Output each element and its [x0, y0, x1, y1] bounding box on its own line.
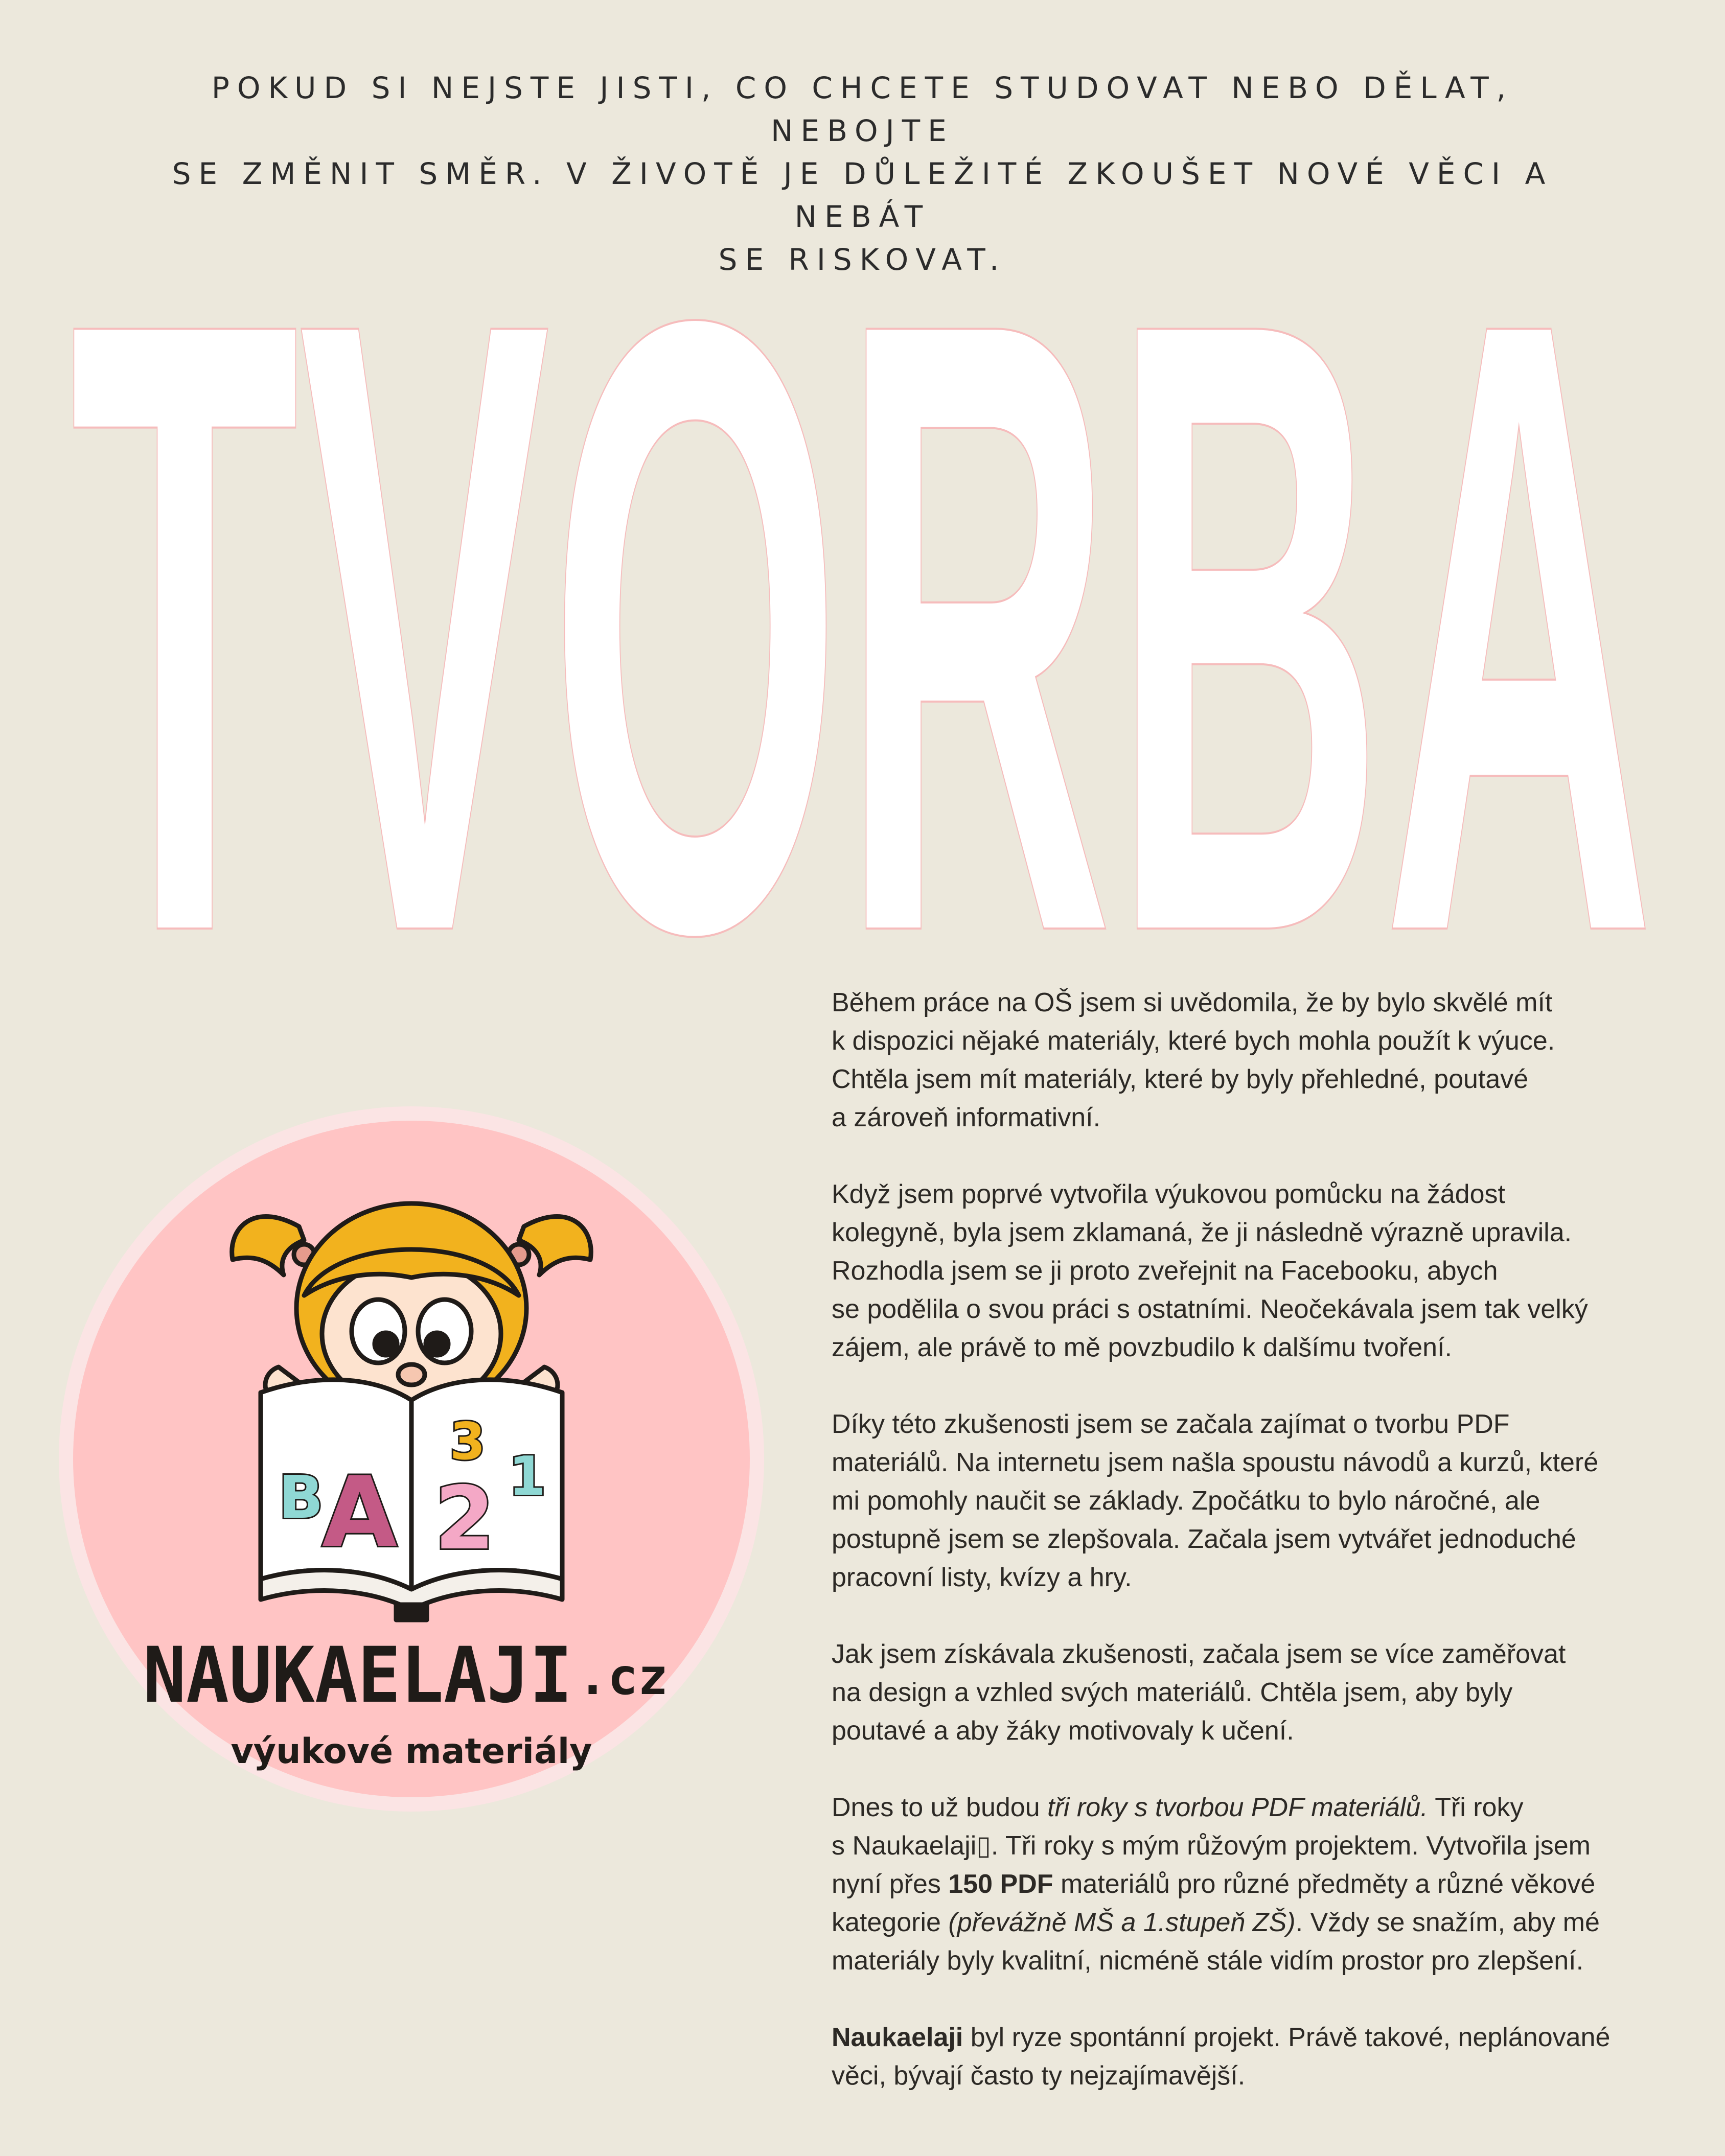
paragraph	[832, 1789, 1700, 1980]
paragraph	[832, 1405, 1700, 1597]
text-line: pracovní listy, kvízy a hry.	[832, 1563, 1132, 1592]
text-line: a zároveň informativní.	[832, 1103, 1101, 1132]
text-line	[832, 1789, 1700, 1827]
logo-domain: .cz	[578, 1648, 669, 1706]
text-line: kolegyně, byla jsem zklamaná, že ji následně výrazně upravila.	[832, 1218, 1572, 1247]
logo	[59, 1106, 764, 1812]
text-run: materiálů pro různé předměty a různé věkové	[1053, 1869, 1596, 1899]
hero-title: TVORBA	[70, 256, 1654, 956]
text-run: kategorie	[832, 1908, 949, 1937]
intro-line: SE ZMĚNIT SMĚR. V ŽIVOTĚ JE DŮLEŽITÉ ZKOUŠET NOVÉ VĚCI A NEBÁT	[172, 156, 1553, 234]
text-line: k dispozici nějaké materiály, které bych mohla použít k výuce.	[832, 1026, 1555, 1056]
text-line: Jak jsem získávala zkušenosti, začala jsem se více zaměřovat	[832, 1639, 1566, 1669]
text-run: . Vždy se snažím, aby mé	[1295, 1908, 1600, 1937]
text-line: Během práce na OŠ jsem si uvědomila, že by bylo skvělé mít	[832, 988, 1553, 1017]
strong-text: Naukaelaji	[832, 2023, 963, 2052]
text-run: byl ryze spontánní projekt. Právě takové, neplánované	[963, 2023, 1611, 2052]
text-line: materiálů. Na internetu jsem našla spoustu návodů a kurzů, které	[832, 1448, 1599, 1477]
book-letter-2: 2	[434, 1468, 495, 1569]
text-line: materiály byly kvalitní, nicméně stále vidím prostor pro zlepšení.	[832, 1946, 1584, 1976]
paragraph	[832, 1635, 1700, 1750]
text-line: Chtěla jsem mít materiály, které by byly přehledné, poutavé	[832, 1064, 1529, 1094]
emphasis: tři roky s tvorbou PDF materiálů.	[1047, 1793, 1428, 1822]
logo-tagline: výukové materiály	[231, 1731, 592, 1772]
text-line: mi pomohly naučit se základy. Zpočátku to bylo náročné, ale	[832, 1486, 1540, 1516]
article-body	[832, 984, 1700, 2095]
text-line: Díky této zkušenosti jsem se začala zajímat o tvorbu PDF	[832, 1409, 1510, 1439]
text-line: Rozhodla jsem se ji proto zveřejnit na Facebooku, abych	[832, 1256, 1498, 1286]
intro-line: POKUD SI NEJSTE JISTI, CO CHCETE STUDOVAT NEBO DĚLAT, NEBOJTE	[211, 71, 1514, 148]
text-line: poutavé a aby žáky motivovaly k učení.	[832, 1716, 1294, 1746]
text-line	[832, 1865, 1700, 1904]
text-line: zájem, ale právě to mě povzbudilo k dalšímu tvoření.	[832, 1333, 1452, 1362]
book-letter-a: A	[322, 1456, 398, 1569]
paragraph	[832, 2019, 1700, 2095]
text-line: na design a vzhled svých materiálů. Chtěla jsem, aby byly	[832, 1678, 1513, 1707]
text-line	[832, 2019, 1700, 2057]
text-run: nyní přes	[832, 1869, 949, 1899]
paragraph	[832, 1175, 1700, 1367]
book-letter-3: 3	[450, 1411, 486, 1471]
text-line	[832, 1904, 1700, 1942]
book-letter-1: 1	[509, 1445, 546, 1508]
intro-line: SE RISKOVAT.	[718, 242, 1007, 277]
text-line: se podělila o svou práci s ostatními. Neočekávala jsem tak velký	[832, 1294, 1588, 1324]
emphasis: (převážně MŠ a 1.stupeň ZŠ)	[948, 1908, 1296, 1937]
text-line: věci, bývají často ty nejzajímavější.	[832, 2061, 1246, 2091]
logo-name: NAUKAELAJI	[143, 1631, 572, 1720]
hero-title-graphic	[0, 256, 1725, 956]
text-line: postupně jsem se zlepšovala. Začala jsem vytvářet jednoduché	[832, 1524, 1576, 1554]
intro-quote	[128, 66, 1597, 281]
book-letter-b: B	[279, 1464, 324, 1532]
text-line: Když jsem poprvé vytvořila výukovou pomůcku na žádost	[832, 1179, 1505, 1209]
strong-text: 150 PDF	[948, 1869, 1053, 1899]
text-run: Dnes to už budou	[832, 1793, 1048, 1822]
text-line: s Naukaelaji▯. Tři roky s mým růžovým projektem. Vytvořila jsem	[832, 1831, 1591, 1861]
text-run: Tři roky	[1428, 1793, 1524, 1822]
paragraph	[832, 984, 1700, 1137]
